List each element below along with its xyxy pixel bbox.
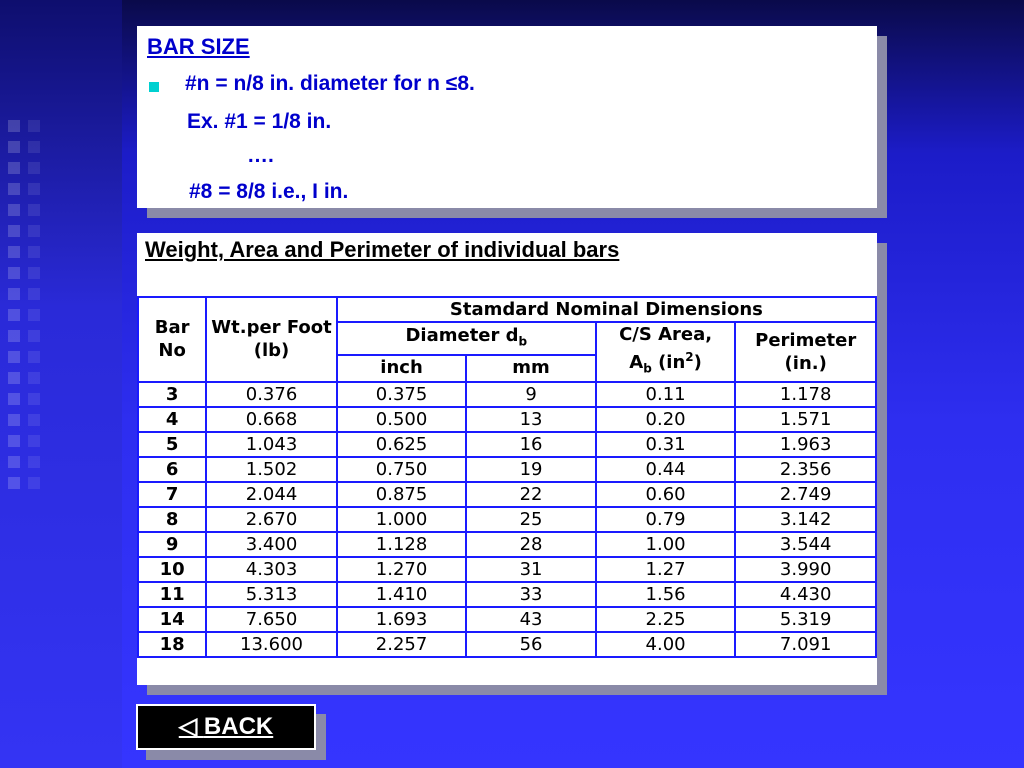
bar-size-ellipsis: …. [247, 144, 274, 167]
header-wt-per-foot: Wt.per Foot (lb) [206, 297, 337, 382]
header-perimeter: Perimeter (in.) [735, 322, 876, 382]
bullet-square-icon [149, 82, 159, 92]
bar-size-example-8: #8 = 8/8 i.e., I in. [189, 180, 349, 203]
header-standard-dimensions: Stamdard Nominal Dimensions [337, 297, 876, 322]
header-diameter: Diameter $d_b$ [337, 322, 596, 355]
table-row: 18 13.600 2.257 56 4.00 7.091 [138, 632, 876, 657]
bar-size-example: Ex. #1 = 1/8 in. [187, 110, 332, 133]
back-button[interactable] [136, 704, 316, 750]
bar-size-title: BAR SIZE [147, 34, 250, 59]
table-row: 11 5.313 1.410 33 1.56 4.430 [138, 582, 876, 607]
table-row: 5 1.043 0.625 16 0.31 1.963 [138, 432, 876, 457]
header-area: C/S Area, $A_b$ $(in^2)$ [596, 322, 736, 382]
table-row: 9 3.400 1.128 28 1.00 3.544 [138, 532, 876, 557]
bar-size-info-panel [137, 26, 877, 208]
table-body [138, 382, 876, 657]
decorative-squares [8, 120, 48, 498]
table-row: 3 0.376 0.375 9 0.11 1.178 [138, 382, 876, 407]
left-decorative-band [0, 0, 122, 768]
back-arrow-icon: ◁ [178, 713, 198, 740]
table-row: 4 0.668 0.500 13 0.20 1.571 [138, 407, 876, 432]
table-row: 8 2.670 1.000 25 0.79 3.142 [138, 507, 876, 532]
bar-properties-table [137, 296, 877, 658]
header-bar-no: Bar No [138, 297, 206, 382]
header-mm: mm [466, 355, 596, 382]
table-title: Weight, Area and Perimeter of individual bars [145, 237, 620, 262]
table-row: 14 7.650 1.693 43 2.25 5.319 [138, 607, 876, 632]
table-row: 7 2.044 0.875 22 0.60 2.749 [138, 482, 876, 507]
table-row: 6 1.502 0.750 19 0.44 2.356 [138, 457, 876, 482]
back-button-label: BACK [203, 713, 274, 740]
bar-size-rule: #n = n/8 in. diameter for n ≤8. [185, 72, 475, 95]
bar-table-panel [137, 233, 877, 685]
table-row: 10 4.303 1.270 31 1.27 3.990 [138, 557, 876, 582]
header-inch: inch [337, 355, 467, 382]
